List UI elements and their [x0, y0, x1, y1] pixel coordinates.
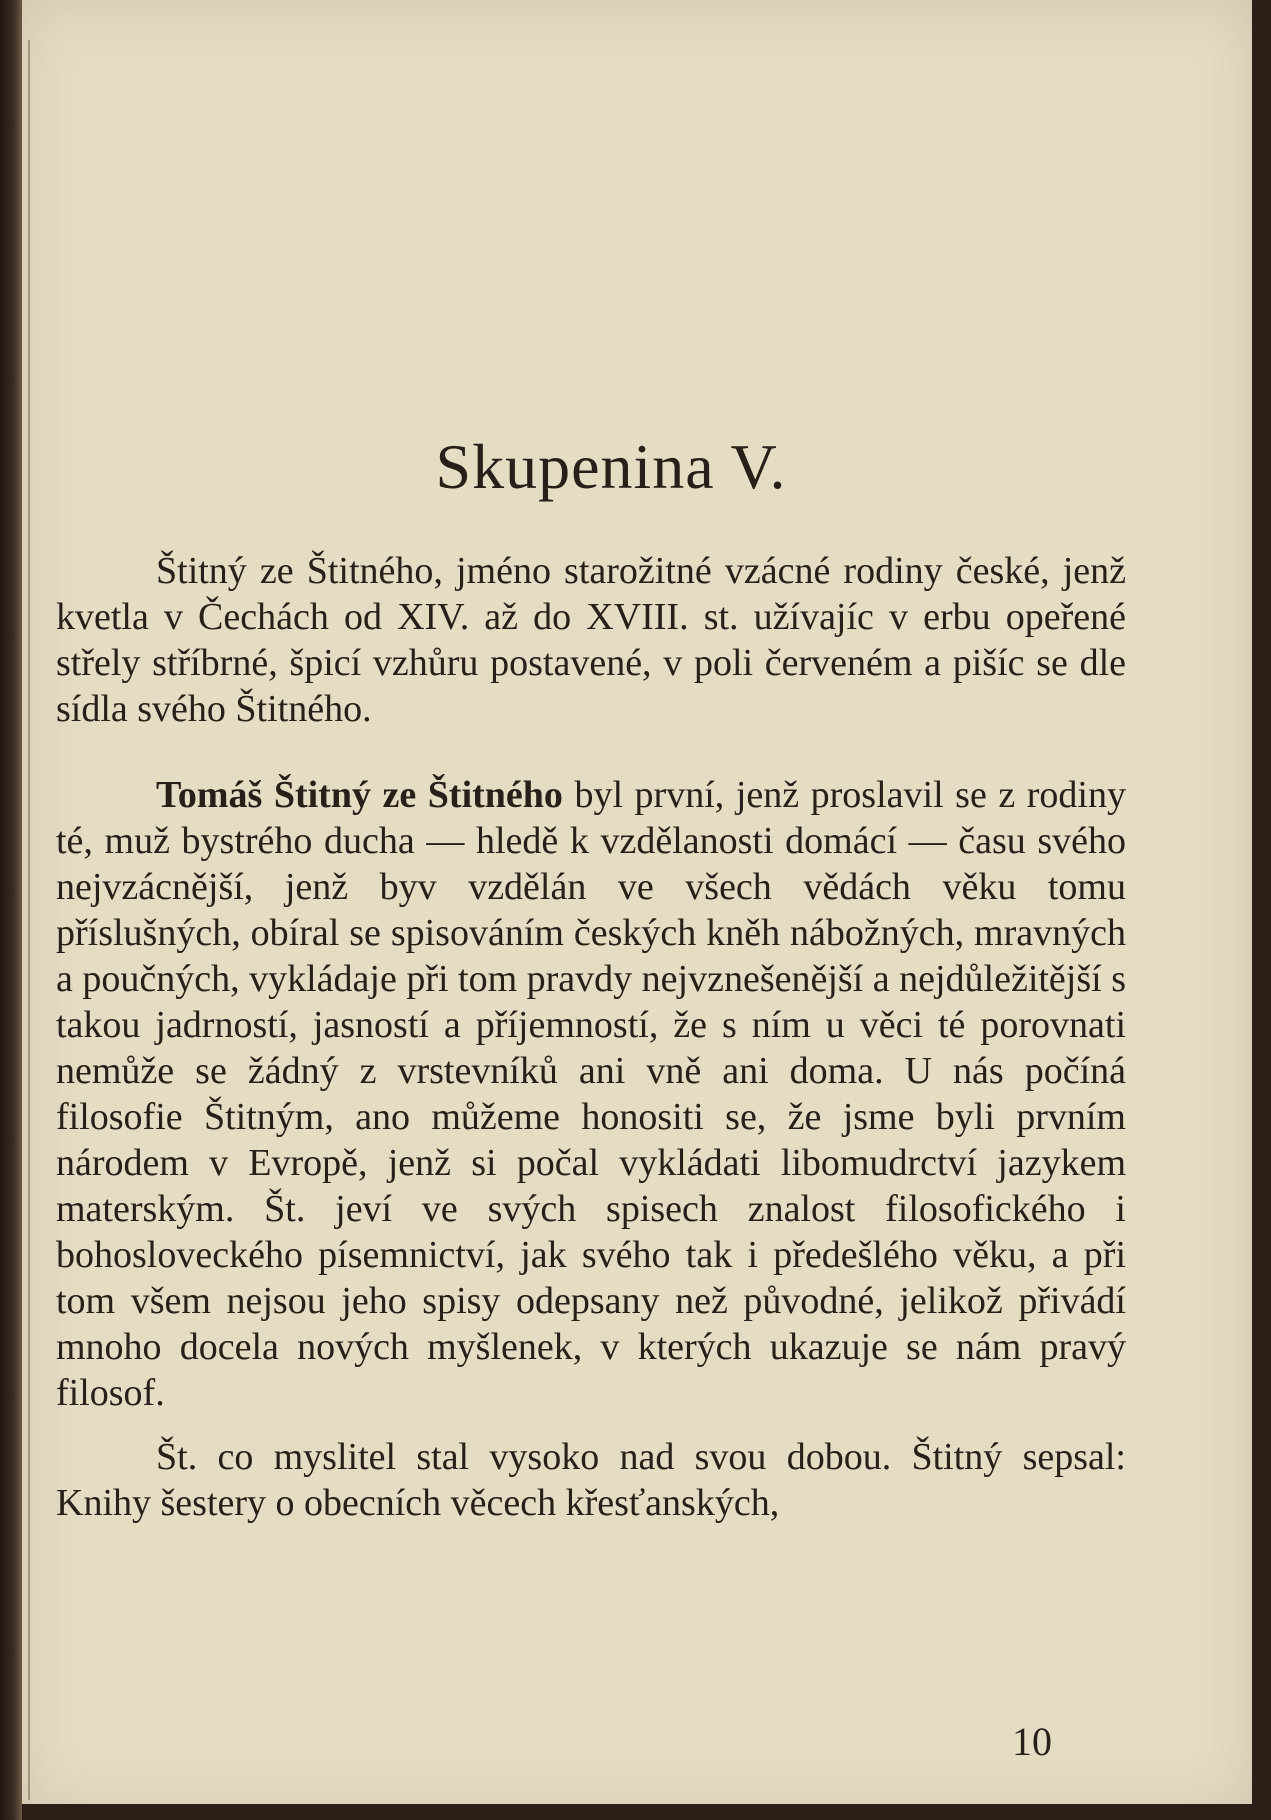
paragraph-2-text: byl první, jenž proslavil se z rodiny té, muž bystrého ducha — hledě k vzdělanosti domácí — času svého nejvzácnější, jenž byv vzdělán ve všech vědách věku tomu příslušných, obíral se spisováním českých kněh nábožných, mravných a poučných, vykládaje při tom pravdy nejvznešenější a nejdůležitější s takou jadrností, jasností a příjemností, že s ním u věci té porovnati nemůže se žádný z vrstevníků ani vně ani doma. U nás počíná filosofie Štitným, ano můžeme honositi se, že jsme byli prvním národem v Evropě, jenž si počal vykládati libomudrctví jazykem materským. Št. jeví ve svých spisech znalost filosofického i bohosloveckého písemnictví, jak svého tak i předešlého věku, a při tom všem nejsou jeho spisy odepsany než původné, jelikož přivádí mnoho docela nových myšlenek, v kterých ukazuje se nám pravý filosof.: [56, 774, 1126, 1414]
page-bottom-edge: [22, 1804, 1252, 1812]
text-block: [56, 430, 1126, 1544]
book-binding: [0, 0, 22, 1820]
book-page: [22, 0, 1252, 1812]
chapter-title: Skupenina V.: [435, 431, 787, 502]
person-name: Tomáš Štitný ze Štitného: [156, 774, 563, 816]
paragraph-3: Št. co myslitel stal vysoko nad svou dobou. Štitný sepsal: Knihy šestery o obecních věcech křesťanských,: [56, 1436, 1126, 1524]
page-edge-line: [28, 40, 30, 1800]
paragraph-2: [56, 772, 1126, 1416]
paragraph-1: Štitný ze Štitného, jméno starožitné vzácné rodiny české, jenž kvetla v Čechách od XIV. až do XVIII. st. užívajíc v erbu opeřené střely stříbrné, špicí vzhůru postavené, v poli červeném a pišíc se dle sídla svého Štitného.: [56, 550, 1126, 730]
page-number: 10: [1012, 1719, 1052, 1764]
